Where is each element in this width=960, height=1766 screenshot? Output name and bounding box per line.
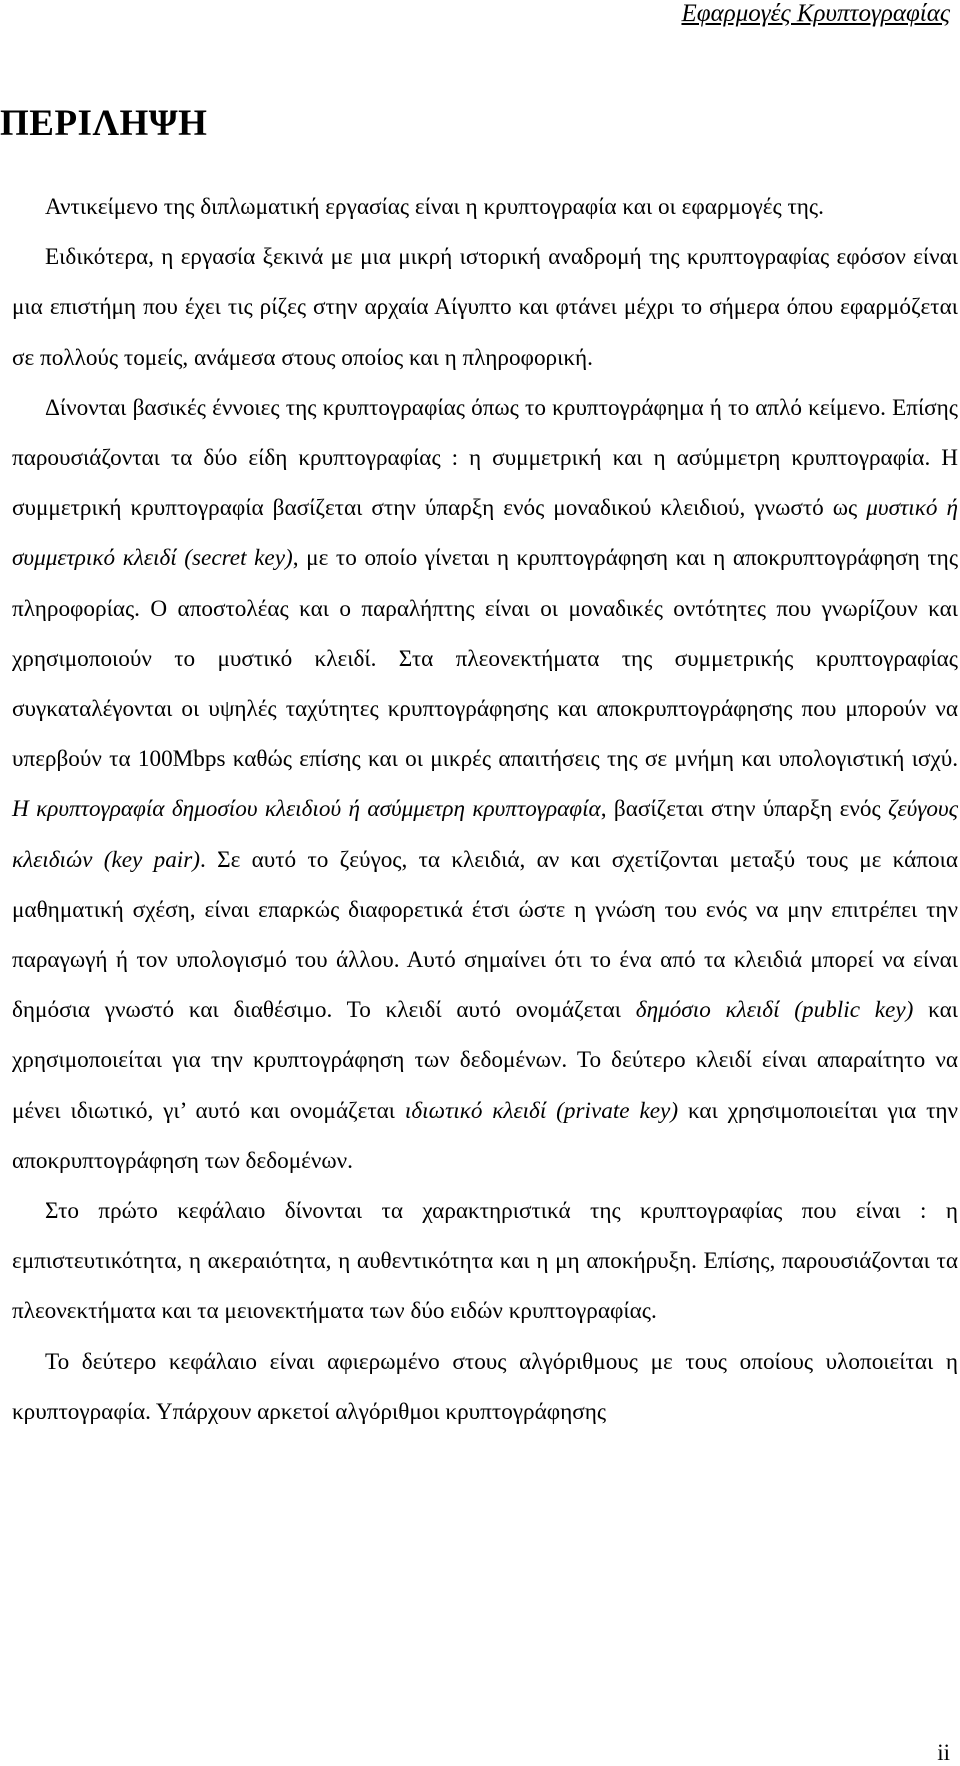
term-secret-key: μυστικό ή συμμετρικό κλειδί (secret key) [12,495,958,572]
paragraph-chapter-one: Στο πρώτο κεφάλαιο δίνονται τα χαρακτηριστικά της κρυπτογραφίας που είναι : η εμπιστευτικότητα, η ακεραιότητα, η αυθεντικότητα και η μη αποκήρυξη. Επίσης, παρουσιάζονται τα πλεονεκτήματα και τα μειονεκτήματα των δύο ειδών κρυπτογραφίας. [12,1198,958,1325]
term-private-key: ιδιωτικό κλειδί (private key) [404,1097,679,1124]
running-header: Εφαρμογές Κρυπτογραφίας [681,0,950,27]
term-key-pair: ζεύγους κλειδιών (key pair) [12,796,958,873]
page-number: ii [937,1740,950,1765]
paragraph-concepts [12,383,958,1186]
text-run: Δίνονται βασικές έννοιες της κρυπτογραφίας όπως το κρυπτογράφημα ή το απλό κείμενο. Επίσης παρουσιάζονται τα δύο είδη κρυπτογραφίας : η συμμετρική και η ασύμμετρη κρυπτογραφία. Η συμμετρική κρυπτογραφία βασίζεται στην ύπαρξη ενός μοναδικού κλειδιού, γνωστό ως [12,394,958,522]
term-public-key: δημόσιο κλειδί (public key) [635,997,914,1024]
text-run: . Σε αυτό το ζεύγος, τα κλειδιά, αν και σχετίζονται μεταξύ τους με κάποια μαθηματική σχέση, είναι επαρκώς διαφορετικά έτσι ώστε η γνώση του ενός να μην επιτρέπει την παραγωγή ή τον υπολογισμό του άλλου. Αυτό σημαίνει ότι το ένα από τα κλειδιά μπορεί να είναι δημόσια γνωστό και διαθέσιμο. Το κλειδί αυτό ονομάζεται [12,846,958,1024]
text-run: , βασίζεται στην ύπαρξη ενός [600,796,889,823]
text-run: και χρησιμοποιείται για την κρυπτογράφηση των δεδομένων. Το δεύτερο κλειδί είναι απαραίτητο να μένει ιδιωτικό, γι’ αυτό και ονομάζεται [12,997,959,1124]
paragraph-intro: Αντικείμενο της διπλωματική εργασίας είναι η κρυπτογραφία και οι εφαρμογές της. [45,194,824,220]
document-body [12,182,958,1437]
term-public-key-cryptography: Η κρυπτογραφία δημοσίου κλειδιού ή ασύμμετρη κρυπτογραφία [12,796,601,823]
paragraph-history: Ειδικότερα, η εργασία ξεκινά με μια μικρή ιστορική αναδρομή της κρυπτογραφίας εφόσον είναι μια επιστήμη που έχει τις ρίζες στην αρχαία Αίγυπτο και φτάνει μέχρι το σήμερα όπου εφαρμόζεται σε πολλούς τομείς, ανάμεσα στους οποίος και η πληροφορική. [12,244,958,371]
text-run: και χρησιμοποιείται για την αποκρυπτογράφηση των δεδομένων. [12,1097,959,1174]
text-run: , με το οποίο γίνεται η κρυπτογράφηση και η αποκρυπτογράφηση της πληροφορίας. Ο αποστολέας και ο παραλήπτης είναι οι μοναδικές οντότητες που γνωρίζουν και χρησιμοποιούν το μυστικό κλειδί. Στα πλεονεκτήματα της συμμετρικής κρυπτογραφίας συγκαταλέγονται οι υψηλές ταχύτητες κρυπτογράφησης και αποκρυπτογράφησης που μπορούν να υπερβούν τα 100Mbps καθώς επίσης και οι μικρές απαιτήσεις της σε μνήμη και υπολογιστική ισχύ. [12,545,958,773]
page-title: ΠΕΡΙΛΗΨΗ [0,103,208,144]
paragraph-chapter-two: Το δεύτερο κεφάλαιο είναι αφιερωμένο στους αλγόριθμους με τους οποίους υλοποιείται η κρυπτογραφία. Υπάρχουν αρκετοί αλγόριθμοι κρυπτογράφησης [12,1348,958,1425]
